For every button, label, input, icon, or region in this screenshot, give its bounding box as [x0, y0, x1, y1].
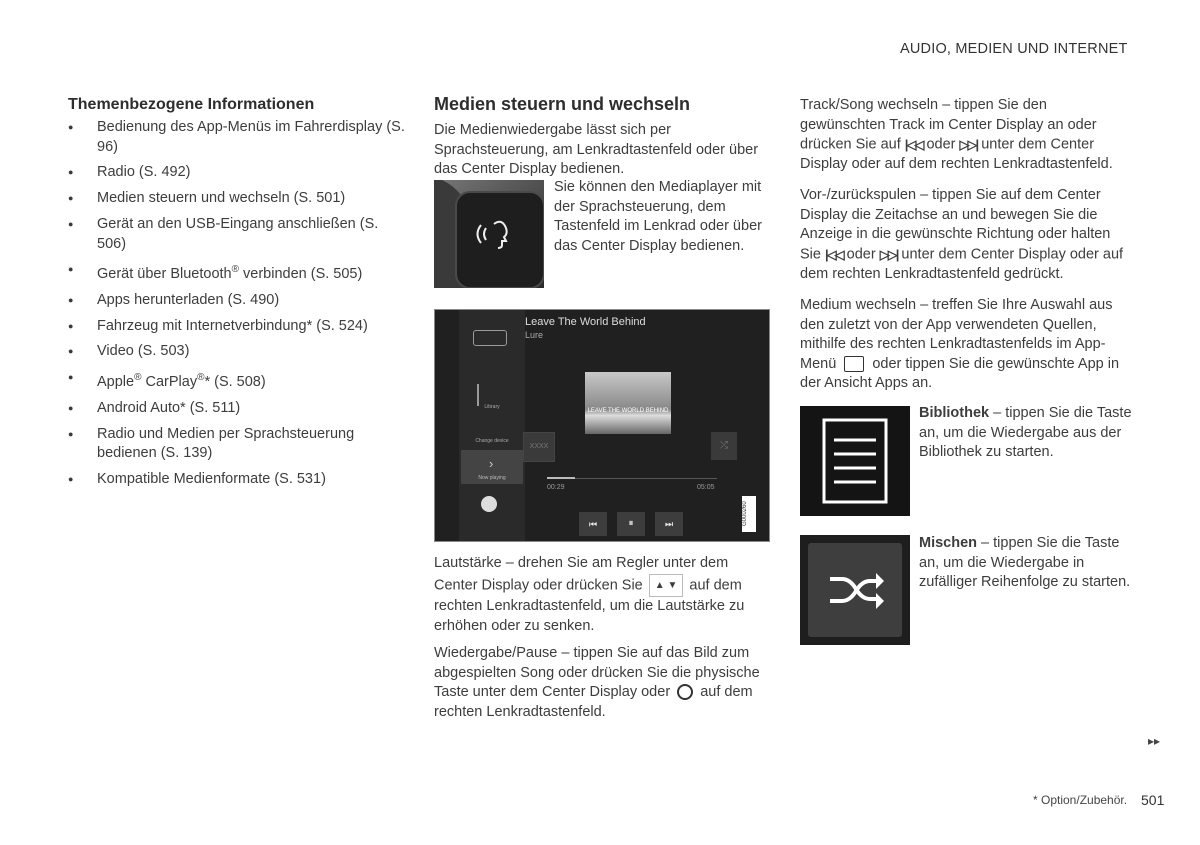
- list-item[interactable]: ● Bedienung des App-Menüs im Fahrerdisplay (S. 96): [68, 118, 408, 157]
- list-item[interactable]: ● Video (S. 503): [68, 342, 408, 362]
- artist-name: Lure: [525, 330, 544, 340]
- chevron-right-icon: ›: [489, 456, 494, 471]
- bluetooth-icon: [481, 496, 497, 512]
- album-art-caption: LEAVE THE WORLD BEHIND: [587, 408, 669, 414]
- play-pause-text: Wiedergabe/Pause – tippen Sie auf das Bild zum abgespielten Song oder drücken Sie die physische Taste unter dem Center Display oder auf dem rechten Lenkradtastenfeld.: [434, 645, 760, 720]
- media-sidebar: [459, 310, 525, 541]
- related-info-heading: Themenbezogene Informationen: [68, 96, 315, 113]
- section-heading: Medien steuern und wechseln: [434, 94, 691, 114]
- library-icon: [800, 406, 910, 516]
- skip-back-icon: |◁◁: [825, 246, 843, 262]
- list-item[interactable]: ● Kompatible Medienformate (S. 531): [68, 470, 408, 490]
- list-item[interactable]: ● Fahrzeug mit Internetverbindung* (S. 524): [68, 317, 408, 337]
- skip-forward-icon: ▷▷|: [879, 246, 898, 262]
- medium-change-text: Medium wechseln – treffen Sie Ihre Auswahl aus den zuletzt von der App verwendeten Quellen, mithilfe des rechten Lenkradtastenfelds im App-Menü oder tippen Sie die gewünschte App in der Ansicht Apps an.: [800, 297, 1120, 392]
- continue-arrow-icon: ▸▸: [1148, 734, 1161, 748]
- list-item[interactable]: ● Gerät über Bluetooth® verbinden (S. 505): [68, 260, 408, 284]
- voice-control-text: Sie können den Mediaplayer mit der Sprachsteuerung, dem Tastenfeld im Lenkrad oder über das Center Display bedienen.: [554, 179, 762, 254]
- library-button-image: [800, 406, 910, 516]
- shuffle-icon: [808, 543, 902, 637]
- list-item[interactable]: ● Radio (S. 492): [68, 163, 408, 183]
- next-track-button[interactable]: ⏭: [655, 512, 683, 536]
- pause-button[interactable]: ⏸: [617, 512, 645, 536]
- progress-fill: [547, 477, 575, 479]
- side-change-device-label: Change device: [475, 438, 509, 444]
- center-display-image: [434, 309, 770, 542]
- list-item[interactable]: ● Radio und Medien per Sprachsteuerung bedienen (S. 139): [68, 425, 408, 464]
- list-item[interactable]: ● Gerät an den USB-Eingang anschließen (S. 506): [68, 215, 408, 254]
- skip-back-icon: |◁◁: [904, 137, 923, 153]
- previous-album-tile[interactable]: XXXX: [523, 432, 555, 462]
- list-item[interactable]: ● Android Auto* (S. 511): [68, 399, 408, 419]
- related-info-list: [68, 118, 408, 496]
- list-item[interactable]: ● Medien steuern und wechseln (S. 501): [68, 189, 408, 209]
- app-menu-icon: [844, 356, 864, 372]
- track-title: Leave The World Behind: [525, 316, 646, 328]
- voice-button-photo: [434, 180, 544, 288]
- shuffle-small-icon[interactable]: ⤮: [711, 432, 737, 460]
- figure-code: G000260: [742, 496, 756, 532]
- shuffle-description: Mischen – tippen Sie die Taste an, um die Wiedergabe in zufälliger Reihenfolge zu starten.: [919, 535, 1131, 591]
- previous-track-button[interactable]: ⏮: [579, 512, 607, 536]
- list-item[interactable]: ● Apps herunterladen (S. 490): [68, 291, 408, 311]
- list-item[interactable]: ● Apple® CarPlay®* (S. 508): [68, 368, 408, 392]
- album-art[interactable]: [585, 372, 671, 434]
- skip-forward-icon: ▷▷|: [959, 137, 978, 153]
- track-change-text: Track/Song wechseln – tippen Sie den gewünschten Track im Center Display an oder drücken Sie auf |◁◁ oder ▷▷| unter dem Center Display oder auf dem rechten Lenkradtastenfeld.: [800, 97, 1113, 173]
- play-pause-button-icon: [677, 684, 693, 700]
- volume-text: Lautstärke – drehen Sie am Regler unter dem Center Display oder drücken Sie ▲ ▼ auf dem rechten Lenkradtastenfeld, um die Lautstärke zu erhöhen oder zu senken.: [434, 555, 745, 634]
- volume-up-down-icon: ▲ ▼: [649, 574, 684, 598]
- section-header: AUDIO, MEDIEN UND INTERNET: [900, 41, 1128, 57]
- intro-text: Die Medienwiedergabe lässt sich per Sprachsteuerung, am Lenkradtastenfeld oder über das Center Display bedienen.: [434, 122, 759, 178]
- side-now-playing-label: Now playing: [478, 475, 506, 481]
- shuffle-button-image: [800, 535, 910, 645]
- footer-note: * Option/Zubehör.: [1033, 793, 1128, 807]
- now-playing-item[interactable]: [461, 450, 523, 484]
- time-total: 05:05: [697, 484, 715, 491]
- voice-control-icon: [434, 180, 544, 288]
- library-description: Bibliothek – tippen Sie die Taste an, um die Wiedergabe aus der Bibliothek zu starten.: [919, 405, 1132, 461]
- usb-icon: [473, 330, 507, 346]
- page-number: 501: [1141, 792, 1165, 808]
- seek-text: Vor-/zurückspulen – tippen Sie auf dem Center Display die Zeitachse an und bewegen Sie die Anzeige in die gewünschte Richtung oder halten Sie |◁◁ oder ▷▷| unter dem Center Display oder auf dem rechten Lenkradtastenfeld gedrückt.: [800, 187, 1124, 282]
- progress-track[interactable]: [547, 478, 717, 479]
- time-elapsed: 00:29: [547, 484, 565, 491]
- side-library-label: Library: [484, 404, 500, 410]
- library-icon: [477, 384, 505, 406]
